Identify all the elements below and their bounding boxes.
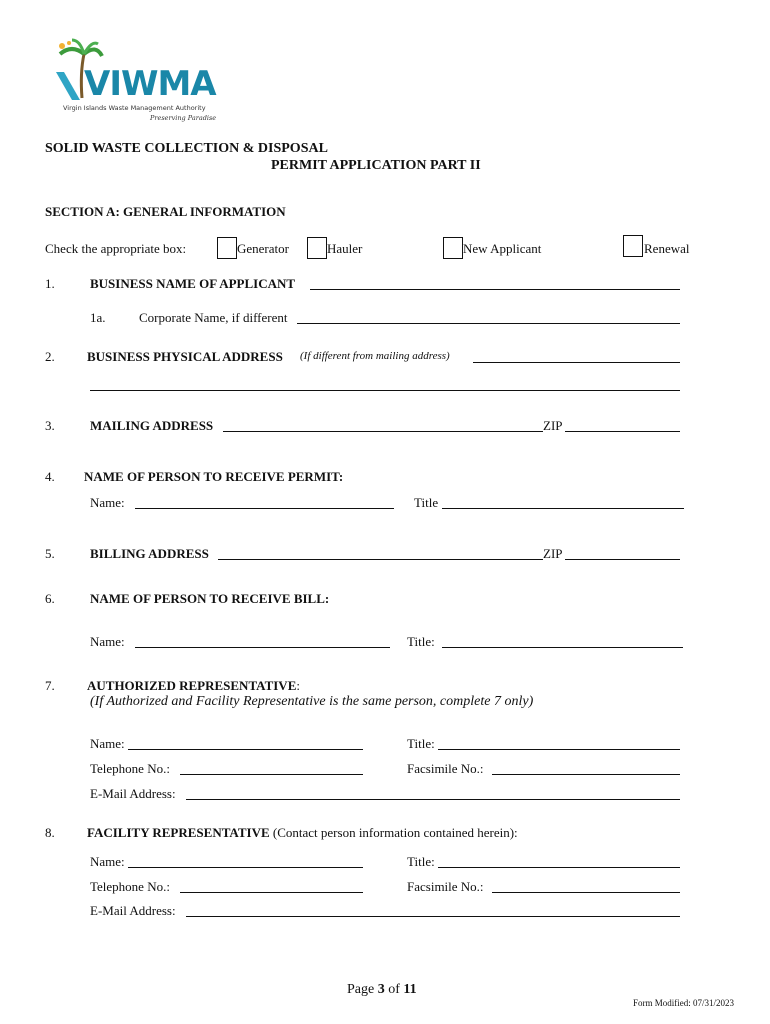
mailing-zip-label: ZIP <box>543 418 563 433</box>
billing-zip-field[interactable] <box>565 559 680 560</box>
item-1a-number: 1a. <box>90 310 106 325</box>
item-5-number: 5. <box>45 546 55 561</box>
physical-address-field-2[interactable] <box>90 390 680 391</box>
authorized-rep-note: (If Authorized and Facility Representative is the same person, complete 7 only) <box>90 694 534 709</box>
generator-checkbox[interactable] <box>217 237 237 259</box>
renewal-label: Renewal <box>644 241 690 256</box>
authorized-rep-colon: : <box>296 678 300 693</box>
item-3-number: 3. <box>45 418 55 433</box>
business-name-label: BUSINESS NAME OF APPLICANT <box>90 276 296 291</box>
facility-rep-phone-label: Telephone No.: <box>90 879 170 894</box>
physical-address-note: (If different from mailing address) <box>300 350 450 362</box>
permit-recipient-label: NAME OF PERSON TO RECEIVE PERMIT: <box>84 469 344 484</box>
logo-subtitle: Virgin Islands Waste Management Authority <box>63 104 206 112</box>
mailing-address-label: MAILING ADDRESS <box>90 418 214 433</box>
bill-recipient-name-field[interactable] <box>135 647 390 648</box>
facility-rep-name-field[interactable] <box>128 867 363 868</box>
billing-address-label: BILLING ADDRESS <box>90 546 209 561</box>
item-4-number: 4. <box>45 469 55 484</box>
authorized-rep-phone-field[interactable] <box>180 774 363 775</box>
physical-address-label: BUSINESS PHYSICAL ADDRESS <box>87 349 283 364</box>
physical-address-field-1[interactable] <box>473 362 680 363</box>
corporate-name-label: Corporate Name, if different <box>139 310 288 325</box>
facility-rep-heading <box>87 825 518 841</box>
bill-recipient-title-label: Title: <box>407 634 435 649</box>
facility-rep-title-label: Title: <box>407 854 435 869</box>
billing-zip-label: ZIP <box>543 546 563 561</box>
permit-recipient-title-label: Title <box>414 495 439 510</box>
permit-recipient-name-field[interactable] <box>135 508 394 509</box>
authorized-rep-phone-label: Telephone No.: <box>90 761 170 776</box>
bill-recipient-name-label: Name: <box>90 634 125 649</box>
form-modified-date: Form Modified: 07/31/2023 <box>633 998 734 1008</box>
hauler-label: Hauler <box>327 241 363 256</box>
mailing-address-field[interactable] <box>223 431 543 432</box>
hauler-checkbox[interactable] <box>307 237 327 259</box>
item-8-number: 8. <box>45 825 55 840</box>
facility-rep-name-label: Name: <box>90 854 125 869</box>
page-of: of <box>388 982 400 997</box>
authorized-rep-label: AUTHORIZED REPRESENTATIVE <box>87 678 297 693</box>
facility-rep-email-field[interactable] <box>186 916 680 917</box>
facility-rep-fax-field[interactable] <box>492 892 680 893</box>
authorized-rep-name-field[interactable] <box>128 749 363 750</box>
authorized-rep-title-field[interactable] <box>438 749 680 750</box>
item-2-number: 2. <box>45 349 55 364</box>
facility-rep-note: (Contact person information contained herein): <box>272 825 518 840</box>
logo-wordmark: VIWMA <box>84 64 216 104</box>
business-name-field[interactable] <box>310 289 680 290</box>
bill-recipient-label: NAME OF PERSON TO RECEIVE BILL: <box>90 591 330 606</box>
item-6-number: 6. <box>45 591 55 606</box>
permit-recipient-name-label: Name: <box>90 495 125 510</box>
facility-rep-label: FACILITY REPRESENTATIVE <box>87 825 270 840</box>
item-1-number: 1. <box>45 276 55 291</box>
page-total: 11 <box>403 982 417 997</box>
authorized-rep-fax-label: Facsimile No.: <box>407 761 484 776</box>
check-box-label: Check the appropriate box: <box>45 241 187 256</box>
facility-rep-title-field[interactable] <box>438 867 680 868</box>
page-current: 3 <box>377 982 385 997</box>
authorized-rep-name-label: Name: <box>90 736 125 751</box>
authorized-rep-fax-field[interactable] <box>492 774 680 775</box>
page-prefix: Page <box>347 982 375 997</box>
section-a-heading: SECTION A: GENERAL INFORMATION <box>45 204 286 219</box>
authorized-rep-email-label: E-Mail Address: <box>90 786 176 801</box>
authorized-rep-title-label: Title: <box>407 736 435 751</box>
billing-address-field[interactable] <box>218 559 543 560</box>
new-applicant-checkbox[interactable] <box>443 237 463 259</box>
renewal-checkbox[interactable] <box>623 235 643 257</box>
item-7-number: 7. <box>45 678 55 693</box>
logo-tagline: Preserving Paradise <box>150 114 217 122</box>
generator-label: Generator <box>237 241 289 256</box>
form-title-line1: SOLID WASTE COLLECTION & DISPOSAL <box>45 141 328 156</box>
facility-rep-phone-field[interactable] <box>180 892 363 893</box>
facility-rep-fax-label: Facsimile No.: <box>407 879 484 894</box>
mailing-zip-field[interactable] <box>565 431 680 432</box>
facility-rep-email-label: E-Mail Address: <box>90 903 176 918</box>
page-number <box>347 982 417 998</box>
form-title-line2: PERMIT APPLICATION PART II <box>271 158 481 173</box>
permit-recipient-title-field[interactable] <box>442 508 684 509</box>
corporate-name-field[interactable] <box>297 323 680 324</box>
new-applicant-label: New Applicant <box>463 241 542 256</box>
authorized-rep-email-field[interactable] <box>186 799 680 800</box>
bill-recipient-title-field[interactable] <box>442 647 683 648</box>
authorized-rep-heading <box>87 678 300 694</box>
